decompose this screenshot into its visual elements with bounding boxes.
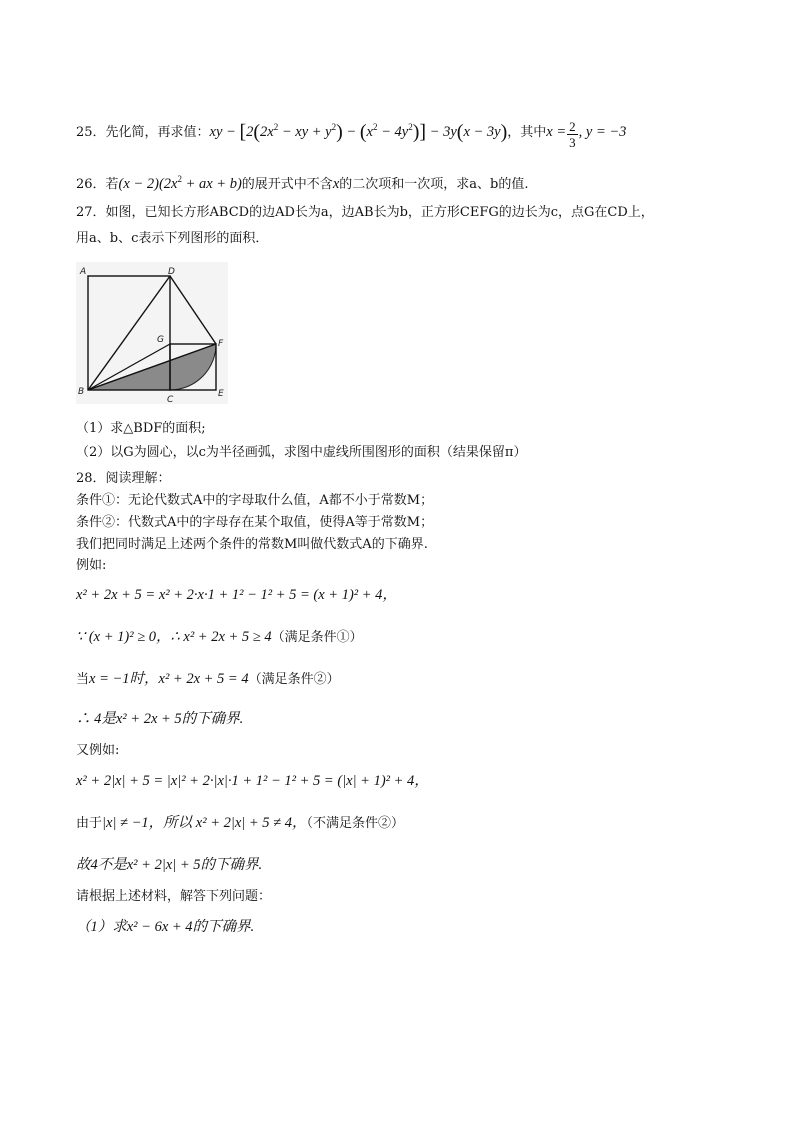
question-26 — [76, 170, 528, 194]
label-c: C — [167, 395, 174, 404]
q28-math-line-6: 由于|x| ≠ −1，所以 x² + 2|x| + 5 ≠ 4，（不满足条件②） — [76, 815, 405, 831]
rectangle-square-diagram — [76, 262, 228, 404]
label-b: B — [78, 387, 85, 397]
q25-tail: ，其中 — [507, 125, 547, 140]
q28-condition-2: 条件②：代数式A中的字母存在某个取值，使得A等于常数M； — [76, 515, 434, 530]
label-f: F — [218, 339, 224, 349]
q25-expression: xy − [$2(2x^2$ − xy + $y^2) - (x^2 - 4y^2)] - 3y(x - 3y)$ — [209, 121, 508, 143]
q26-mid: 的展开式中不含 — [241, 177, 333, 192]
question-25 — [76, 118, 626, 150]
q26-lead: 26．若 — [76, 177, 119, 192]
q25-lead: 25．先化简，再求值： — [76, 125, 210, 140]
q27-sub1: （1）求△BDF的面积; — [76, 421, 206, 436]
q28-example-2-label: 又例如: — [76, 743, 120, 758]
q26-var: x — [332, 176, 340, 192]
q28-math-line-7: 故4不是x² + 2|x| + 5的下确界. — [76, 857, 263, 873]
label-g: G — [157, 335, 164, 345]
q28-title: 28．阅读理解： — [76, 471, 171, 486]
q28-ask: 请根据上述材料，解答下列问题： — [76, 889, 272, 904]
q27-line1: 27．如图，已知长方形ABCD的边AD长为a，边AB长为b，正方形CEFG的边长为c，点G在CD上， — [76, 205, 654, 220]
q28-example-label: 例如: — [76, 558, 107, 573]
geometry-figure — [76, 262, 228, 404]
label-d: D — [168, 267, 175, 277]
q28-math-line-2: ∵ (x + 1)² ≥ 0，∴ x² + 2x + 5 ≥ 4（满足条件①） — [76, 629, 363, 645]
q26-tail: 的二次项和一次项，求a、b的值. — [339, 177, 529, 192]
q27-line2: 用a、b、c表示下列图形的面积． — [76, 231, 269, 246]
q28-math-line-3: 当x = −1时，x² + 2x + 5 = 4（满足条件②） — [76, 671, 340, 687]
q27-sub2: （2）以G为圆心，以c为半径画弧，求图中虚线所围图形的面积（结果保留π） — [76, 445, 527, 460]
q25-values: x = $\frac{2}{3}$ , y = −3 — [546, 119, 627, 150]
label-e: E — [218, 389, 224, 399]
q26-expression: $(x - 2)(2x^2$ + ax + b) — [118, 174, 242, 192]
q28-math-line-5: x² + 2|x| + 5 = |x|² + 2·|x|·1 + 1² − 1² + 5 = (|x| + 1)² + 4， — [76, 773, 429, 789]
q28-definition: 我们把同时满足上述两个条件的常数M叫做代数式A的下确界. — [76, 537, 428, 552]
q28-math-line-1: x² + 2x + 5 = x² + 2·x·1 + 1² − 1² + 5 = (x + 1)² + 4， — [76, 587, 397, 603]
q28-math-line-4: ∴ 4是x² + 2x + 5的下确界. — [76, 711, 244, 727]
q28-condition-1: 条件①：无论代数式A中的字母取什么值，A都不小于常数M； — [76, 493, 434, 508]
label-a: A — [80, 267, 87, 277]
q28-sub1: （1）求x² − 6x + 4的下确界. — [76, 919, 255, 935]
fraction: $\frac{2}{3}$ — [569, 119, 576, 150]
line-df — [170, 276, 216, 344]
